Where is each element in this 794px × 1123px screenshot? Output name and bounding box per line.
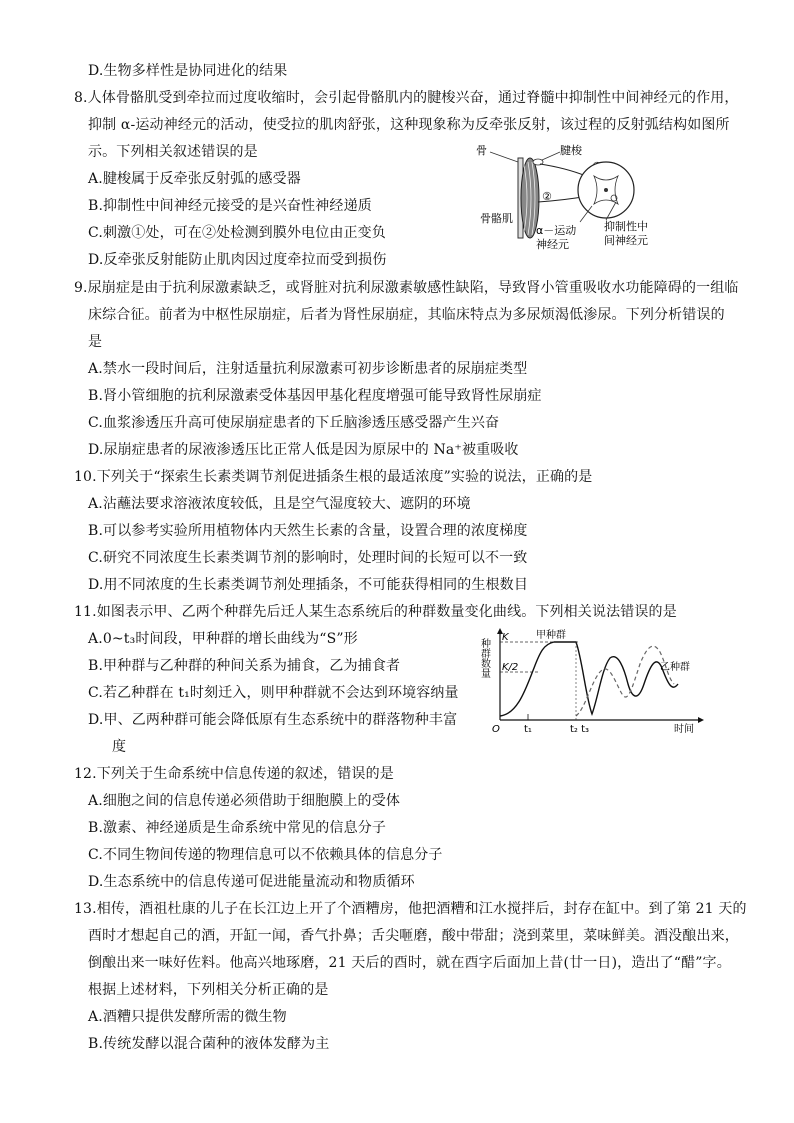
label-alpha-neuron-2: 神经元 [536, 238, 569, 251]
q8-stem-line3: 示。下列相关叙述错误的是 [88, 144, 258, 160]
q8-option-c: C.刺激①处，可在②处检测到膜外电位由正变负 [88, 225, 386, 241]
q8-stem-line1: 8.人体骨骼肌受到牵拉而过度收缩时，会引起骨骼肌内的腱梭兴奋，通过脊髓中抑制性中间神经元的作用， [74, 90, 739, 106]
q12-option-c: C.不同生物间传递的物理信息可以不依赖具体的信息分子 [88, 847, 443, 863]
series-species-b-curve [576, 646, 674, 716]
q10-option-d: D.用不同浓度的生长素类调节剂处理插条，不可能获得相同的生根数目 [88, 577, 528, 593]
q10-option-a: A.沾蘸法要求溶液浓度较低，且是空气湿度较大、遮阴的环境 [88, 496, 471, 512]
q10-option-b: B.可以参考实验所用植物体内天然生长素的含量，设置合理的浓度梯度 [88, 523, 528, 539]
q13-stem-line2: 酉时才想起自己的酒，开缸一闻，香气扑鼻；舌尖咂磨，酸中带甜；浇到菜里，菜味鲜美。酒没酿出来， [88, 928, 739, 944]
q9-option-d: D.尿崩症患者的尿液渗透压比正常人低是因为原尿中的 Na⁺被重吸收 [88, 442, 519, 458]
label-k-half: K/2 [502, 662, 519, 673]
q9-option-a: A.禁水一段时间后，注射适量抗利尿激素可初步诊断患者的尿崩症类型 [88, 361, 528, 377]
q11-option-d-line1: D.甲、乙两种群可能会降低原有生态系统中的群落物种丰富 [88, 712, 458, 728]
series-species-a-curve [500, 642, 678, 716]
q8-option-d: D.反牵张反射能防止肌肉因过度牵拉而受到损伤 [88, 252, 387, 268]
q9-stem-line1: 9.尿崩症是由于抗利尿激素缺乏，或肾脏对抗利尿激素敏感性缺陷，导致肾小管重吸收水功能障碍的一组临 [74, 280, 739, 296]
label-bone: 骨 [476, 144, 487, 157]
label-k: K [502, 632, 509, 643]
series-species-a-label: 甲种群 [536, 630, 566, 641]
q10-stem: 10.下列关于“探索生长素类调节剂促进插条生根的最适浓度”实验的说法，正确的是 [74, 469, 593, 485]
q9-option-c: C.血浆渗透压升高可使尿崩症患者的下丘脑渗透压感受器产生兴奋 [88, 415, 500, 431]
x-axis-label: 时间 [674, 724, 694, 735]
label-inhibitory-1: 抑制性中 [604, 220, 648, 233]
q12-option-d: D.生态系统中的信息传递可促进能量流动和物质循环 [88, 874, 415, 890]
reflex-arc-figure [476, 140, 662, 254]
q11-stem: 11.如图表示甲、乙两个种群先后迁人某生态系统后的种群数量变化曲线。下列相关说法错误的是 [74, 604, 677, 620]
q11-option-c: C.若乙种群在 t₁时刻迁入，则甲种群就不会达到环境容纳量 [88, 685, 459, 701]
q13-option-a: A.酒糟只提供发酵所需的微生物 [88, 1009, 287, 1025]
q13-option-b: B.传统发酵以混合菌种的液体发酵为主 [88, 1036, 330, 1052]
label-alpha-neuron-1: α－运动 [536, 224, 577, 237]
label-t1: t₁ [524, 724, 532, 735]
population-chart [478, 628, 708, 754]
q11-option-a: A.0~t₃时间段，甲种群的增长曲线为“S”形 [88, 631, 358, 647]
y-axis-label: 种群数量 [478, 638, 490, 678]
label-tendon-spindle: 腱梭 [560, 144, 582, 157]
q12-option-a: A.细胞之间的信息传递必须借助于细胞膜上的受体 [88, 793, 401, 809]
q13-stem-line1: 13.相传，酒祖杜康的儿子在长江边上开了个酒糟房，他把酒糟和江水搅拌后，封存在缸中。到了第 21 天的 [74, 901, 747, 917]
label-muscle: 骨骼肌 [480, 212, 513, 225]
q9-stem-line3: 是 [88, 334, 103, 350]
label-2: ② [542, 190, 552, 203]
q8-stem-line2: 抑制 α-运动神经元的活动，使受拉的肌肉舒张，这种现象称为反牵张反射，该过程的反射弧结构如图所 [88, 117, 730, 133]
q9-option-b: B.肾小管细胞的抗利尿激素受体基因甲基化程度增强可能导致肾性尿崩症 [88, 388, 542, 404]
label-origin: O [492, 724, 500, 735]
q11-option-b: B.甲种群与乙种群的种间关系为捕食，乙为捕食者 [88, 658, 401, 674]
q8-option-b: B.抑制性中间神经元接受的是兴奋性神经递质 [88, 198, 372, 214]
q12-option-b: B.激素、神经递质是生命系统中常见的信息分子 [88, 820, 387, 836]
q13-stem-line4: 根据上述材料，下列相关分析正确的是 [88, 982, 329, 998]
q8-option-a: A.腱梭属于反牵张反射弧的感受器 [88, 171, 301, 187]
q9-stem-line2: 床综合征。前者为中枢性尿崩症，后者为肾性尿崩症，其临床特点为多尿烦渴低渗尿。下列分析错误的 [88, 307, 725, 323]
label-t2-t3: t₂ t₃ [570, 724, 590, 735]
q7-option-d: D.生物多样性是协同进化的结果 [88, 63, 288, 79]
q11-option-d-line2: 度 [112, 739, 127, 755]
q10-option-c: C.研究不同浓度生长素类调节剂的影响时，处理时间的长短可以不一致 [88, 550, 528, 566]
q12-stem: 12.下列关于生命系统中信息传递的叙述，错误的是 [74, 766, 394, 782]
series-species-b-label: 乙种群 [660, 662, 690, 673]
label-inhibitory-2: 间神经元 [604, 234, 648, 247]
q13-stem-line3: 倒酿出来一味好佐料。他高兴地琢磨，21 天后的酉时，就在酉字后面加上昔(廿一日)，造出了“醋”字。 [88, 955, 731, 971]
